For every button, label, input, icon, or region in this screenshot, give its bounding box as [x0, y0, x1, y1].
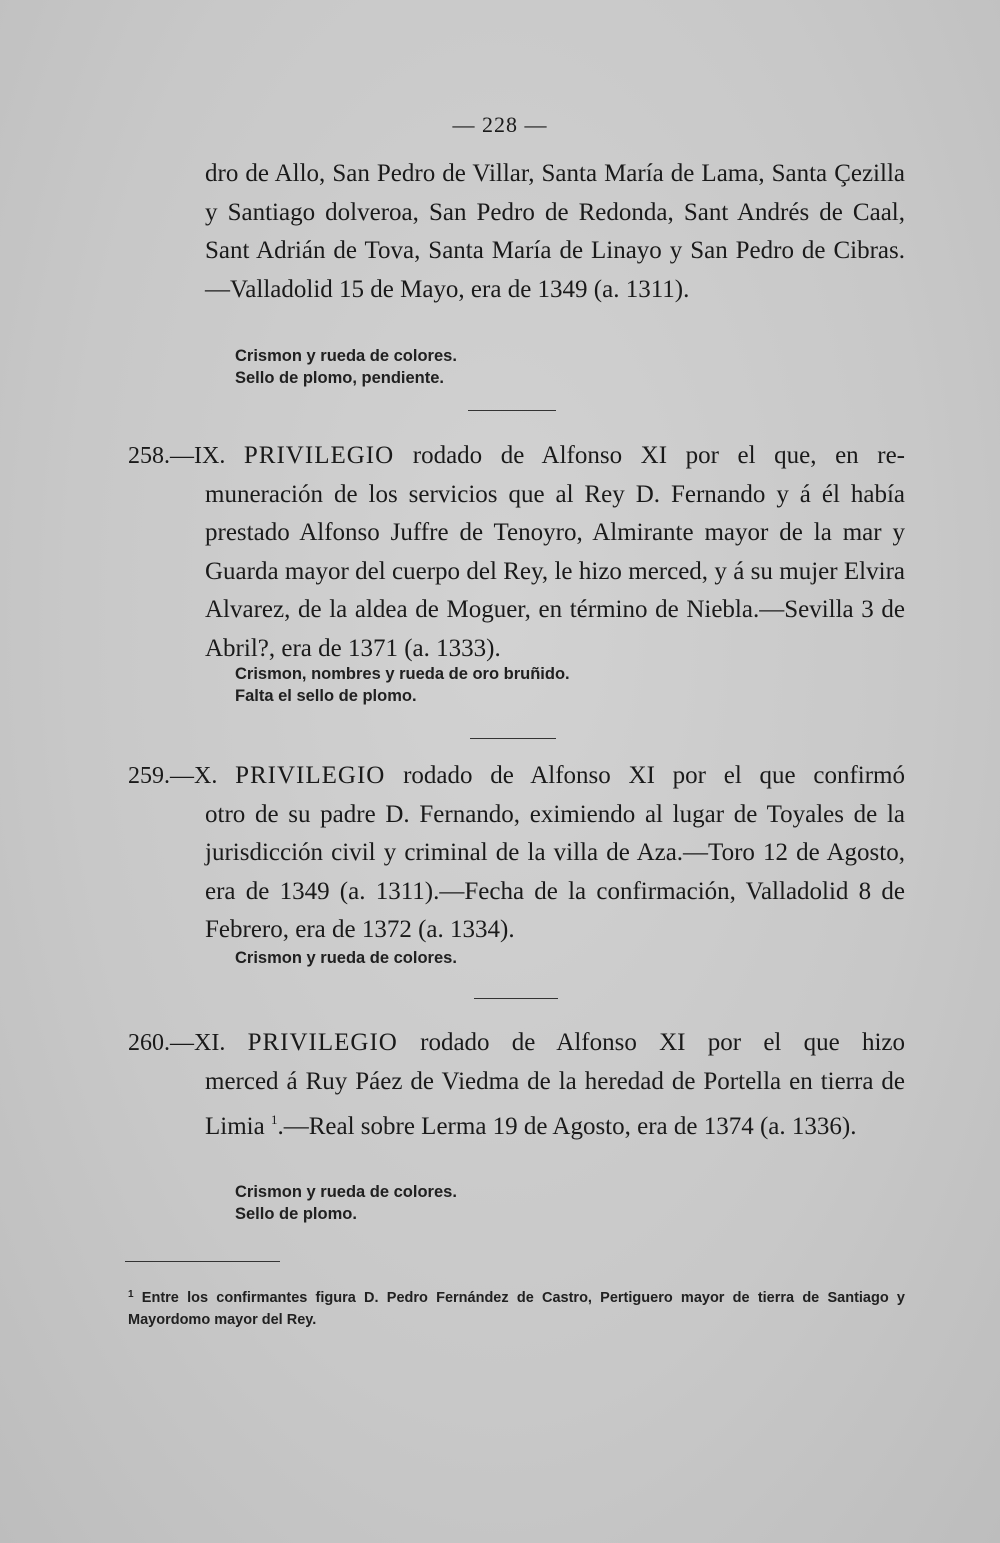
- separator-rule: [474, 998, 558, 999]
- entry-first-line: [128, 757, 905, 796]
- footnote-text: Entre los confirmantes figura D. Pedro Fernández de Castro, Pertiguero mayor de tierra de Santiago y Mayordomo mayor del Rey.: [128, 1290, 905, 1328]
- continuation-paragraph: dro de Allo, San Pedro de Villar, Santa María de Lama, Santa Çezilla y Santiago dolveroa, San Pedro de Redonda, Sant Andrés de Caal, Sant Adrián de Tova, Santa María de Linayo y San Pedro de Cibras.—Valladolid 15 de Mayo, era de 1349 (a. 1311).: [205, 160, 905, 303]
- entry-260-notes: [235, 1181, 457, 1225]
- entry-first-line-text: rodado de Alfonso XI por el que confirmó: [403, 762, 905, 789]
- entry-259: [128, 757, 905, 950]
- entry-first-line: [128, 1024, 905, 1063]
- separator-rule: [468, 410, 556, 411]
- page-number: — 228 —: [452, 112, 548, 137]
- entry-heading: PRIVILEGIO: [235, 762, 386, 789]
- entry-259-notes: [235, 947, 457, 969]
- note-line: Crismon y rueda de colores.: [235, 1183, 457, 1201]
- continuation-notes: [235, 345, 457, 389]
- entry-number: 258.—IX.: [128, 443, 226, 469]
- footnote-marker: 1: [128, 1289, 134, 1300]
- entry-number: 260.—XI.: [128, 1030, 226, 1056]
- footnote-reference: 1: [270, 1112, 278, 1127]
- entry-body-text: .—Real sobre Lerma 19 de Agosto, era de 1374 (a. 1336).: [277, 1113, 857, 1140]
- entry-258-notes: [235, 663, 570, 707]
- note-line: Sello de plomo.: [235, 1205, 357, 1223]
- entry-body-text: merced á Ruy Páez de Viedma de la heredad de Portella en tierra de Limia: [205, 1067, 905, 1140]
- separator-rule: [470, 738, 556, 739]
- note-line: Crismon y rueda de colores.: [235, 949, 457, 967]
- note-line: Sello de plomo, pendiente.: [235, 369, 445, 387]
- note-line: Crismon y rueda de colores.: [235, 347, 457, 365]
- entry-heading: PRIVILEGIO: [247, 1029, 398, 1056]
- entry-body: [128, 1063, 905, 1147]
- entry-first-line: [128, 437, 905, 476]
- entry-260: [128, 1024, 905, 1147]
- footnote: [128, 1284, 905, 1331]
- entry-first-line-text: rodado de Alfonso XI por el que, en re-: [412, 442, 905, 469]
- entry-first-line-text: rodado de Alfonso XI por el que hizo: [420, 1029, 906, 1056]
- footnote-rule: [125, 1261, 280, 1262]
- entry-number: 259.—X.: [128, 763, 218, 789]
- note-line: Crismon, nombres y rueda de oro bruñido.: [235, 665, 570, 683]
- note-line: Falta el sello de plomo.: [235, 687, 417, 705]
- entry-body: muneración de los servicios que al Rey D. Fernando y á él había prestado Alfonso Juffre de Tenoyro, Almirante mayor de la mar y Guarda mayor del cuerpo del Rey, le hizo merced, y á su mujer Elvira Alvarez, de la aldea de Moguer, en término de Niebla.—Sevilla 3 de Abril?, era de 1371 (a. 1333).: [205, 480, 905, 662]
- entry-body: otro de su padre D. Fernando, eximiendo al lugar de Toyales de la jurisdicción civil y criminal de la villa de Aza.—Toro 12 de Agosto, era de 1349 (a. 1311).—Fecha de la confirmación, Valladolid 8 de Febrero, era de 1372 (a. 1334).: [205, 800, 905, 943]
- entry-heading: PRIVILEGIO: [243, 442, 395, 469]
- entry-258: [128, 437, 905, 668]
